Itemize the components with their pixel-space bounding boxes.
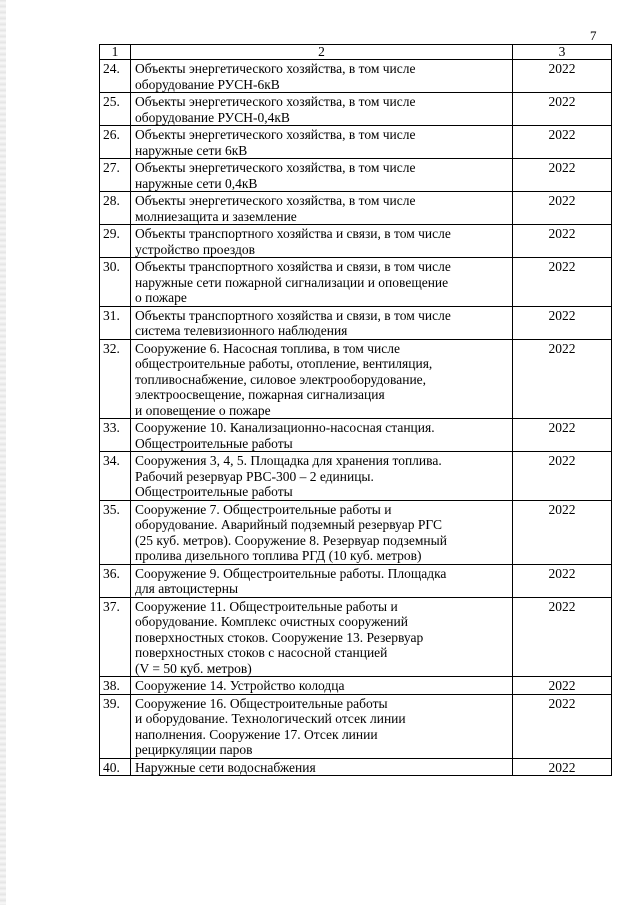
row-year: 2022 <box>513 419 612 452</box>
row-description <box>131 306 513 339</box>
description-line: Объекты транспортного хозяйства и связи, в том числе <box>135 307 451 323</box>
row-year: 2022 <box>513 339 612 419</box>
row-number: 38. <box>100 677 131 695</box>
table-row <box>100 159 612 192</box>
description-line: оборудование РУСН-0,4кВ <box>135 109 290 125</box>
table-row <box>100 677 612 695</box>
description-line: оборудование. Аварийный подземный резервуар РГС <box>135 517 442 532</box>
table-row <box>100 60 612 93</box>
table-row <box>100 258 612 307</box>
description-line: Сооружение 14. Устройство колодца <box>135 678 345 693</box>
description-line: оборудование. Комплекс очистных сооружений <box>135 614 408 629</box>
row-number: 30. <box>100 258 131 307</box>
description-line: и оборудование. Технологический отсек линии <box>135 711 406 726</box>
row-description <box>131 60 513 93</box>
description-line: наполнения. Сооружение 17. Отсек линии <box>135 726 378 742</box>
table-row <box>100 758 612 776</box>
table-row <box>100 192 612 225</box>
row-description <box>131 159 513 192</box>
description-line: рециркуляции паров <box>135 742 253 757</box>
page-number: 7 <box>590 28 597 43</box>
row-number: 25. <box>100 93 131 126</box>
row-year: 2022 <box>513 694 612 758</box>
description-line: Сооружение 11. Общестроительные работы и <box>135 598 398 614</box>
table-header-row <box>100 45 612 60</box>
column-header-number: 1 <box>100 45 131 60</box>
description-line: наружные сети 0,4кВ <box>135 175 258 191</box>
row-description <box>131 597 513 677</box>
description-line: Сооружения 3, 4, 5. Площадка для хранения топлива. <box>135 453 442 468</box>
row-number: 33. <box>100 419 131 452</box>
row-number: 31. <box>100 306 131 339</box>
description-line: Общестроительные работы <box>135 435 293 451</box>
description-line: поверхностных стоков. Сооружение 13. Резервуар <box>135 629 424 645</box>
table-row <box>100 126 612 159</box>
description-line: Наружные сети водоснабжения <box>135 759 316 775</box>
description-line: Объекты энергетического хозяйства, в том числе <box>135 193 416 208</box>
description-line: Объекты транспортного хозяйства и связи, в том числе <box>135 226 451 241</box>
column-header-year: 3 <box>513 45 612 60</box>
description-line: для автоцистерны <box>135 581 239 596</box>
row-year: 2022 <box>513 258 612 307</box>
description-line: оборудование РУСН-6кВ <box>135 76 280 92</box>
row-description <box>131 500 513 564</box>
works-table <box>99 44 612 776</box>
row-description <box>131 419 513 452</box>
row-description <box>131 93 513 126</box>
description-line: Сооружение 9. Общестроительные работы. Площадка <box>135 565 447 581</box>
description-line: Сооружение 16. Общестроительные работы <box>135 695 388 711</box>
row-number: 34. <box>100 452 131 501</box>
row-number: 39. <box>100 694 131 758</box>
row-year: 2022 <box>513 60 612 93</box>
description-line: Объекты энергетического хозяйства, в том числе <box>135 61 416 76</box>
description-line: Сооружение 6. Насосная топлива, в том числе <box>135 340 400 356</box>
description-line: Сооружение 10. Канализационно-насосная станция. <box>135 420 435 435</box>
description-line: наружные сети пожарной сигнализации и оповещение <box>135 274 449 290</box>
row-description <box>131 564 513 597</box>
table-row <box>100 306 612 339</box>
description-line: молниезащита и заземление <box>135 208 297 224</box>
description-line: (V = 50 куб. метров) <box>135 660 252 676</box>
description-line: Объекты транспортного хозяйства и связи, в том числе <box>135 259 451 274</box>
row-number: 29. <box>100 225 131 258</box>
row-year: 2022 <box>513 93 612 126</box>
row-year: 2022 <box>513 500 612 564</box>
row-description <box>131 339 513 419</box>
description-line: Объекты энергетического хозяйства, в том числе <box>135 127 416 142</box>
row-year: 2022 <box>513 126 612 159</box>
row-year: 2022 <box>513 306 612 339</box>
row-number: 27. <box>100 159 131 192</box>
row-year: 2022 <box>513 564 612 597</box>
table-row <box>100 452 612 501</box>
row-description <box>131 192 513 225</box>
row-number: 32. <box>100 339 131 419</box>
row-description <box>131 758 513 776</box>
row-number: 35. <box>100 500 131 564</box>
description-line: и оповещение о пожаре <box>135 402 271 418</box>
description-line: Рабочий резервуар РВС-300 – 2 единицы. <box>135 468 374 484</box>
description-line: система телевизионного наблюдения <box>135 323 348 338</box>
description-line: (25 куб. метров). Сооружение 8. Резервуар подземный <box>135 532 447 548</box>
description-line: Общестроительные работы <box>135 484 293 499</box>
description-line: Сооружение 7. Общестроительные работы и <box>135 501 392 517</box>
description-line: пролива дизельного топлива РГД (10 куб. метров) <box>135 548 422 563</box>
scan-edge-shadow <box>0 0 6 905</box>
description-line: общестроительные работы, отопление, вентиляция, <box>135 356 433 371</box>
description-line: устройство проездов <box>135 241 255 257</box>
row-description <box>131 126 513 159</box>
row-description <box>131 258 513 307</box>
table-row <box>100 419 612 452</box>
row-description <box>131 677 513 695</box>
table-row <box>100 597 612 677</box>
table-row <box>100 500 612 564</box>
row-year: 2022 <box>513 758 612 776</box>
table-row <box>100 694 612 758</box>
row-year: 2022 <box>513 677 612 695</box>
table-body <box>100 60 612 776</box>
description-line: о пожаре <box>135 290 187 305</box>
description-line: топливоснабжение, силовое электрооборудование, <box>135 371 427 387</box>
row-year: 2022 <box>513 597 612 677</box>
row-number: 37. <box>100 597 131 677</box>
row-number: 28. <box>100 192 131 225</box>
row-description <box>131 225 513 258</box>
row-number: 36. <box>100 564 131 597</box>
table-row <box>100 564 612 597</box>
table-row <box>100 93 612 126</box>
row-description <box>131 694 513 758</box>
table-row <box>100 225 612 258</box>
row-year: 2022 <box>513 452 612 501</box>
row-description <box>131 452 513 501</box>
description-line: электроосвещение, пожарная сигнализация <box>135 387 385 402</box>
description-line: Объекты энергетического хозяйства, в том числе <box>135 94 416 109</box>
column-header-description: 2 <box>131 45 513 60</box>
description-line: Объекты энергетического хозяйства, в том числе <box>135 160 416 175</box>
description-line: наружные сети 6кВ <box>135 142 248 158</box>
table-row <box>100 339 612 419</box>
row-number: 40. <box>100 758 131 776</box>
row-year: 2022 <box>513 192 612 225</box>
description-line: поверхностных стоков с насосной станцией <box>135 645 388 660</box>
row-number: 26. <box>100 126 131 159</box>
row-number: 24. <box>100 60 131 93</box>
row-year: 2022 <box>513 225 612 258</box>
row-year: 2022 <box>513 159 612 192</box>
